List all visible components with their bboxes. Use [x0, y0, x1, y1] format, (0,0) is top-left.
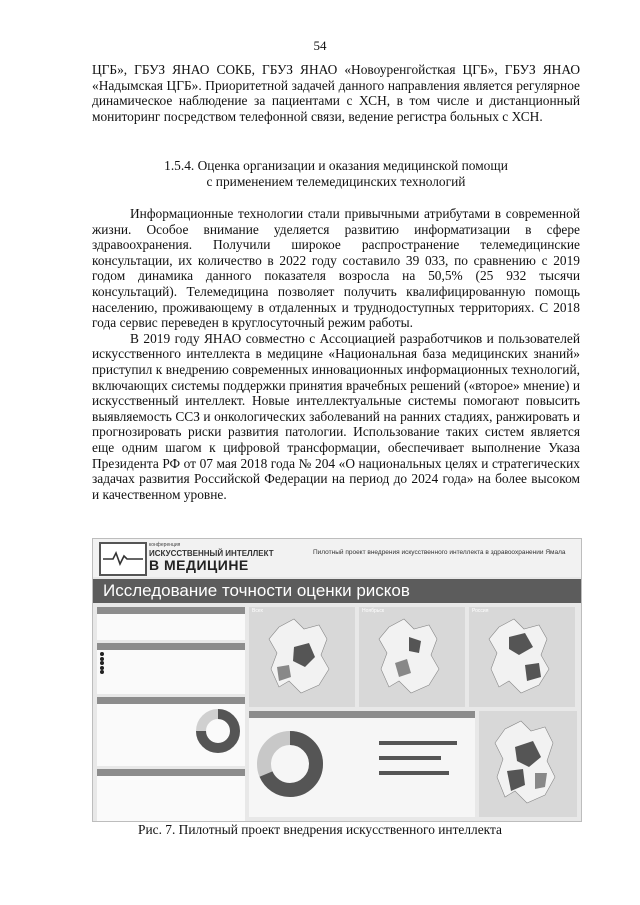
poster-section-head — [97, 607, 245, 614]
figure-poster — [92, 538, 582, 822]
region-map-icon — [479, 711, 577, 817]
figure-caption: Рис. 7. Пилотный проект внедрения искусственного интеллекта — [138, 822, 502, 837]
paragraph-top: ЦГБ», ГБУЗ ЯНАО СОКБ, ГБУЗ ЯНАО «Новоуренгойсткая ЦГБ», ГБУЗ ЯНАО «Надымская ЦГБ». Приоритетной задачей данного направления является регулярное динамическое наблюдение за пациентами с ХСН, в том числе и дистанционный мониторинг посредством телефонной связи, ведение регистра больных с ХСН. — [92, 62, 580, 124]
donut-chart-icon — [195, 708, 241, 754]
poster-section-body — [97, 776, 245, 822]
poster-section-head — [97, 697, 245, 704]
poster-maps-row — [249, 607, 577, 707]
poster-section-body — [97, 614, 245, 640]
poster-bottom-panel — [249, 711, 475, 817]
poster-project-title: Пилотный проект внедрения искусственного интеллекта в здравоохранении Ямала — [313, 549, 566, 556]
map-panel-noyabrsk: Ноябрьск — [359, 607, 465, 707]
poster-section-head — [97, 769, 245, 776]
poster-section-body-donut — [97, 704, 245, 766]
poster-section-head — [97, 643, 245, 650]
paragraph-2: В 2019 году ЯНАО совместно с Ассоциацией разработчиков и пользователей искусственного интеллекта в медицине «Национальная база медицинских знаний» приступил к внедрению современных инновационных информационных технологий, включающих системы поддержки принятия врачебных решений («второе» мнение) и искусственный интеллект. Новые интеллектуальные системы помогают повысить выявляемость ССЗ и онкологических заболеваний на ранних стадиях, ранжировать и прогнозировать риски развития патологии. Использование таких систем является еще одним шагом к цифровой трансформации, обеспечивает выполнение Указа Президента РФ от 07 мая 2018 года № 204 «О национальных целях и стратегических задачах развития Российской Федерации на период до 2024 года» на более высоком и качественном уровне. — [92, 330, 580, 502]
section-heading-line1: 1.5.4. Оценка организации и оказания медицинской помощи — [164, 158, 508, 173]
paragraph-1: Информационные технологии стали привычными атрибутами в современной жизни. Особое внимание уделяется развитию информатизации в сфере здравоохранения. Получили широкое распространение телемедицинские консультации, их количество в 2022 году составило 39 033, по сравнению с 2019 годом динамика данного показателя возросла на 50,5% (25 932 тысячи консультаций). Телемедицина позволяет получить квалифицированную помощь населению, проживающему в отдаленных и труднодоступных территориях. С 2018 года сервис переведен в круглосуточный режим работы. — [92, 206, 580, 331]
map-panel-bottom-right — [479, 711, 577, 817]
region-map-icon — [359, 607, 465, 707]
bullet-icon — [100, 652, 104, 656]
donut-chart-icon — [255, 729, 325, 799]
bullet-icon — [100, 670, 104, 674]
region-map-icon — [469, 607, 575, 707]
section-heading — [92, 158, 580, 190]
bullet-icon — [100, 661, 104, 665]
bullet-icon — [100, 657, 104, 661]
section-heading-line2: с применением телемедицинских технологий — [206, 174, 466, 189]
poster-banner: Исследование точности оценки рисков — [93, 579, 581, 603]
poster-conf-small: конференция — [149, 542, 181, 548]
page-number: 54 — [313, 38, 327, 53]
region-map-icon — [249, 607, 355, 707]
bullet-icon — [100, 666, 104, 670]
poster-section-body — [97, 650, 245, 694]
poster-conf-line1: ИСКУССТВЕННЫЙ ИНТЕЛЛЕКТ — [149, 549, 274, 558]
map-panel-all: Всех — [249, 607, 355, 707]
body-text — [92, 206, 580, 502]
map-panel-russia: Россия — [469, 607, 575, 707]
poster-left-column — [97, 607, 245, 817]
poster-conf-line2: В МЕДИЦИНЕ — [149, 557, 249, 573]
heartbeat-logo-icon — [99, 542, 147, 576]
poster-header — [93, 539, 581, 577]
